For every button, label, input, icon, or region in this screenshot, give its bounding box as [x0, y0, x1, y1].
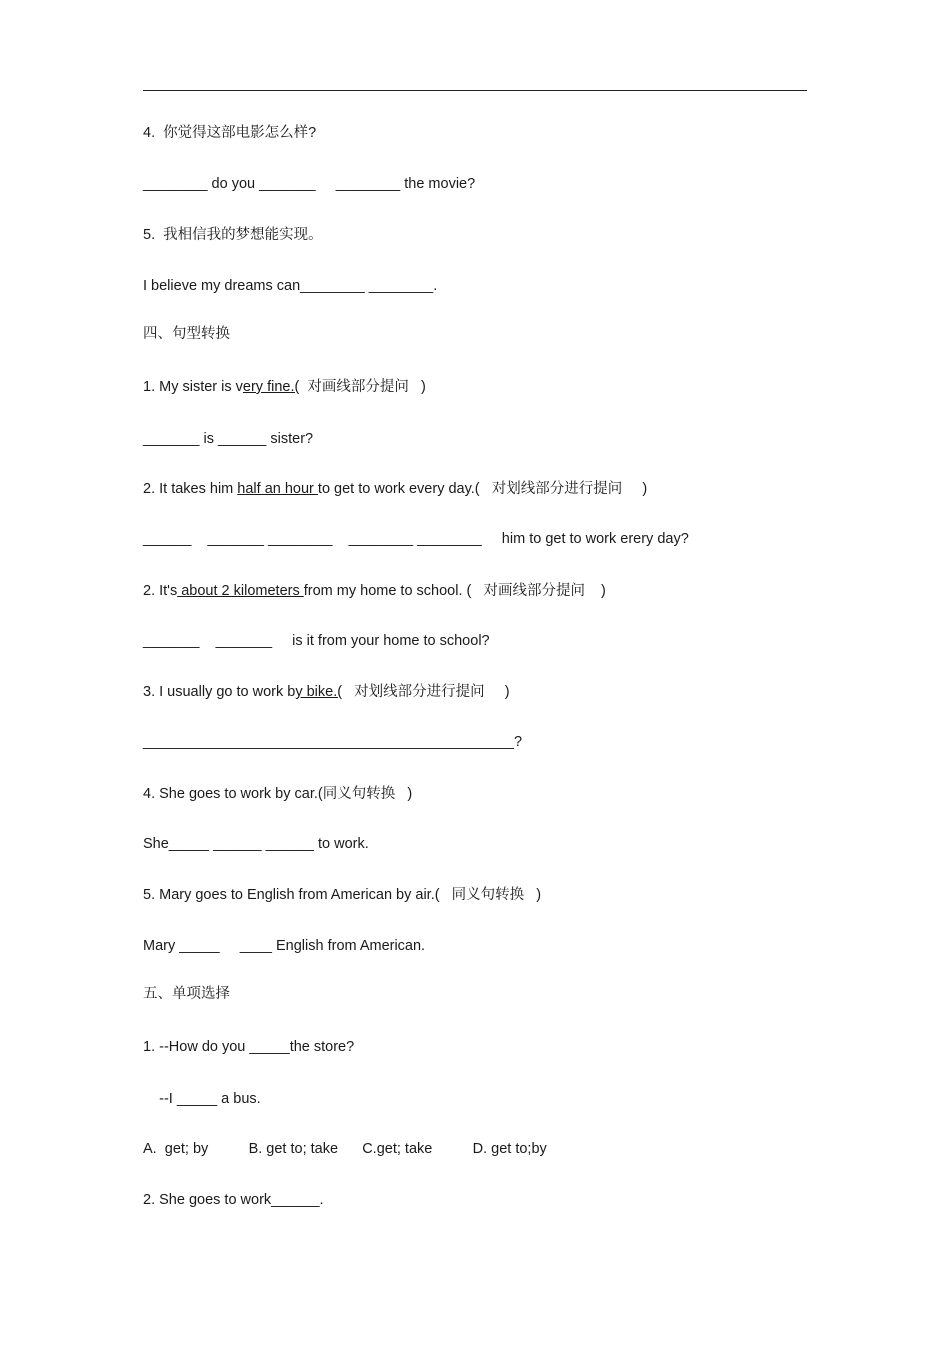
answer-5-blanks: [143, 277, 437, 295]
text-segment: 2. It's: [143, 583, 178, 599]
underlined-text: ery fine.(: [242, 379, 300, 395]
transform-2b-question: [143, 582, 606, 600]
question-4-chinese: [143, 124, 316, 142]
text-segment: 4. She goes to work by car.(同义句转换 ): [143, 786, 413, 802]
answer-4-blanks: [143, 175, 475, 193]
text-segment: ______________________________________________?: [143, 734, 523, 750]
transform-4-question: [143, 785, 412, 803]
text-segment: 5. 我相信我的梦想能实现。: [143, 227, 323, 243]
text-segment: 3. I usually go to work b: [143, 684, 296, 700]
text-segment: _______ _______ is it from your home to school?: [143, 633, 490, 649]
text-segment: from my home to school. ( 对画线部分提问 ): [303, 583, 606, 599]
text-segment: She_____ ______ ______ to work.: [143, 836, 369, 852]
section-5-heading: [143, 985, 230, 1003]
transform-2-answer: [143, 530, 689, 548]
choice-1-question: [143, 1038, 354, 1056]
transform-3-question: [143, 683, 510, 701]
choice-1-options: [143, 1140, 547, 1158]
text-segment: to get to work every day.( 对划线部分进行提问 ): [317, 481, 648, 497]
question-5-chinese: [143, 226, 323, 244]
transform-5-answer: [143, 937, 425, 955]
text-segment: _______ is ______ sister?: [143, 431, 314, 447]
text-segment: Mary _____ ____ English from American.: [143, 938, 426, 954]
transform-5-question: [143, 886, 541, 904]
text-segment: A. get; by B. get to; take C.get; take D. get to;by: [143, 1141, 547, 1157]
underlined-text: about 2 kilometers: [177, 583, 304, 599]
text-segment: 2. She goes to work______.: [143, 1192, 324, 1208]
header-rule: [143, 90, 807, 91]
underlined-text: half an hour: [237, 481, 318, 497]
transform-2-question: [143, 480, 647, 498]
text-segment: 2. It takes him: [143, 481, 238, 497]
text-segment: --I _____ a bus.: [143, 1091, 261, 1107]
transform-1-question: [143, 378, 426, 396]
text-segment: 4. 你觉得这部电影怎么样?: [143, 125, 317, 141]
transform-1-answer: [143, 430, 313, 448]
section-4-heading: [143, 325, 230, 343]
text-segment: 1. --How do you _____the store?: [143, 1039, 355, 1055]
text-segment: ________ do you _______ ________ the movie?: [143, 176, 476, 192]
text-segment: 5. Mary goes to English from American by air.( 同义句转换 ): [143, 887, 542, 903]
transform-3-answer: [143, 733, 522, 751]
text-segment: 四、句型转换: [143, 326, 230, 342]
text-segment: 对画线部分提问 ): [299, 379, 426, 395]
transform-2b-answer: [143, 632, 490, 650]
text-segment: I believe my dreams can________ ________.: [143, 278, 438, 294]
text-segment: 对划线部分进行提问 ): [342, 684, 510, 700]
transform-4-answer: [143, 835, 369, 853]
text-segment: 五、单项选择: [143, 986, 230, 1002]
underlined-text: y bike.(: [295, 684, 343, 700]
text-segment: 1. My sister is v: [143, 379, 243, 395]
choice-2-question: [143, 1191, 324, 1209]
choice-1-response: [143, 1090, 261, 1108]
text-segment: ______ _______ ________ ________ ________ him to get to work erery day?: [143, 531, 689, 547]
